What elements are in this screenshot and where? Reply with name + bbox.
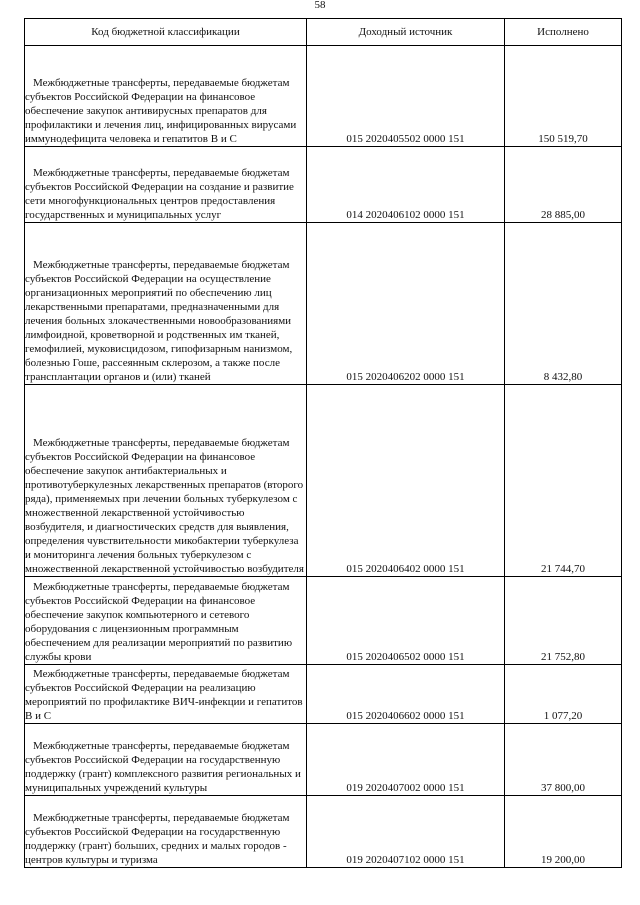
- row-executed-cell: [505, 796, 622, 868]
- row-name-cell: [25, 724, 307, 796]
- page-number: 58: [314, 0, 326, 9]
- row-name-text: Межбюджетные трансферты, передаваемые бюджетам субъектов Российской Федерации на финансовое обеспечение закупок антивирусных препаратов для профилактики и лечения лиц, инфицированных вирусами иммунодефицита человека и гепатитов В и С: [25, 77, 297, 145]
- row-source-text: 015 2020405502 0000 151: [346, 133, 465, 145]
- table-row: [25, 796, 622, 868]
- row-source-cell: [307, 724, 505, 796]
- table-row: [25, 223, 622, 385]
- row-source-cell: [307, 796, 505, 868]
- row-executed-text: 1 077,20: [543, 710, 583, 722]
- table-row: [25, 46, 622, 147]
- row-source-text: 019 2020407102 0000 151: [346, 854, 465, 866]
- row-executed-text: 21 752,80: [541, 651, 585, 663]
- column-header-name: Код бюджетной классификации: [25, 19, 307, 46]
- table-row: [25, 577, 622, 665]
- table-header-row: [25, 19, 622, 46]
- row-name-text: Межбюджетные трансферты, передаваемые бюджетам субъектов Российской Федерации на осуществление организационных мероприятий по обеспечению лиц лекарственными препаратами, предназначенными для лечения больных злокачественными новообразованиями лимфоидной, кроветворной и родственных им тканей, гемофилией, муковисцидозом, гипофизарным нанизмом, болезнью Гоше, рассеянным склерозом, а также после трансплантации органов и (или) тканей: [25, 259, 293, 383]
- row-name-cell: [25, 385, 307, 577]
- row-executed-text: 21 744,70: [541, 563, 585, 575]
- row-source-cell: [307, 46, 505, 147]
- row-name-text: Межбюджетные трансферты, передаваемые бюджетам субъектов Российской Федерации на финансовое обеспечение закупок компьютерного и сетевого оборудования с лицензионным программным обеспечением для реализации мероприятий по развитию службы крови: [25, 581, 293, 663]
- row-source-cell: [307, 577, 505, 665]
- row-executed-text: 28 885,00: [541, 209, 585, 221]
- row-name-cell: [25, 665, 307, 724]
- row-executed-cell: [505, 147, 622, 223]
- row-source-cell: [307, 665, 505, 724]
- row-source-text: 015 2020406502 0000 151: [346, 651, 465, 663]
- row-name-cell: [25, 223, 307, 385]
- row-executed-text: 150 519,70: [538, 133, 588, 145]
- row-name-cell: [25, 147, 307, 223]
- row-executed-cell: [505, 724, 622, 796]
- row-source-cell: [307, 223, 505, 385]
- table-row: [25, 724, 622, 796]
- row-name-text: Межбюджетные трансферты, передаваемые бюджетам субъектов Российской Федерации на государственную поддержку (грант) комплексного развития региональных и муниципальных учреждений культуры: [25, 740, 301, 794]
- row-source-text: 014 2020406102 0000 151: [346, 209, 465, 221]
- table-row: [25, 147, 622, 223]
- row-source-text: 015 2020406402 0000 151: [346, 563, 465, 575]
- row-name-cell: [25, 577, 307, 665]
- row-source-cell: [307, 147, 505, 223]
- row-executed-cell: [505, 385, 622, 577]
- row-executed-text: 19 200,00: [541, 854, 585, 866]
- row-executed-cell: [505, 46, 622, 147]
- row-executed-cell: [505, 577, 622, 665]
- row-executed-cell: [505, 223, 622, 385]
- table-row: [25, 665, 622, 724]
- row-executed-cell: [505, 665, 622, 724]
- row-executed-text: 8 432,80: [543, 371, 583, 383]
- table-row: [25, 385, 622, 577]
- row-name-text: Межбюджетные трансферты, передаваемые бюджетам субъектов Российской Федерации на финансовое обеспечение закупок антибактериальных и противотуберкулезных лекарственных препаратов (второго ряда), применяемых при лечении больных туберкулезом с множественной лекарственной устойчивостью возбудителя, и диагностических средств для выявления, определения чувствительности микобактерии туберкулеза и мониторинга лечения больных туберкулезом с множественной лекарственной устойчивостью возбудителя: [25, 437, 304, 575]
- row-source-text: 015 2020406602 0000 151: [346, 710, 465, 722]
- budget-table: [24, 18, 622, 868]
- row-name-text: Межбюджетные трансферты, передаваемые бюджетам субъектов Российской Федерации на создание и развитие сети многофункциональных центров предоставления государственных и муниципальных услуг: [25, 167, 294, 221]
- row-name-cell: [25, 46, 307, 147]
- row-name-text: Межбюджетные трансферты, передаваемые бюджетам субъектов Российской Федерации на реализацию мероприятий по профилактике ВИЧ-инфекции и гепатитов В и С: [25, 668, 303, 722]
- row-source-cell: [307, 385, 505, 577]
- column-header-executed: Исполнено: [505, 19, 622, 46]
- row-executed-text: 37 800,00: [541, 782, 585, 794]
- row-name-text: Межбюджетные трансферты, передаваемые бюджетам субъектов Российской Федерации на государственную поддержку (грант) больших, средних и малых городов - центров культуры и туризма: [25, 812, 290, 866]
- column-header-source: Доходный источник: [307, 19, 505, 46]
- row-source-text: 015 2020406202 0000 151: [346, 371, 465, 383]
- row-source-text: 019 2020407002 0000 151: [346, 782, 465, 794]
- row-name-cell: [25, 796, 307, 868]
